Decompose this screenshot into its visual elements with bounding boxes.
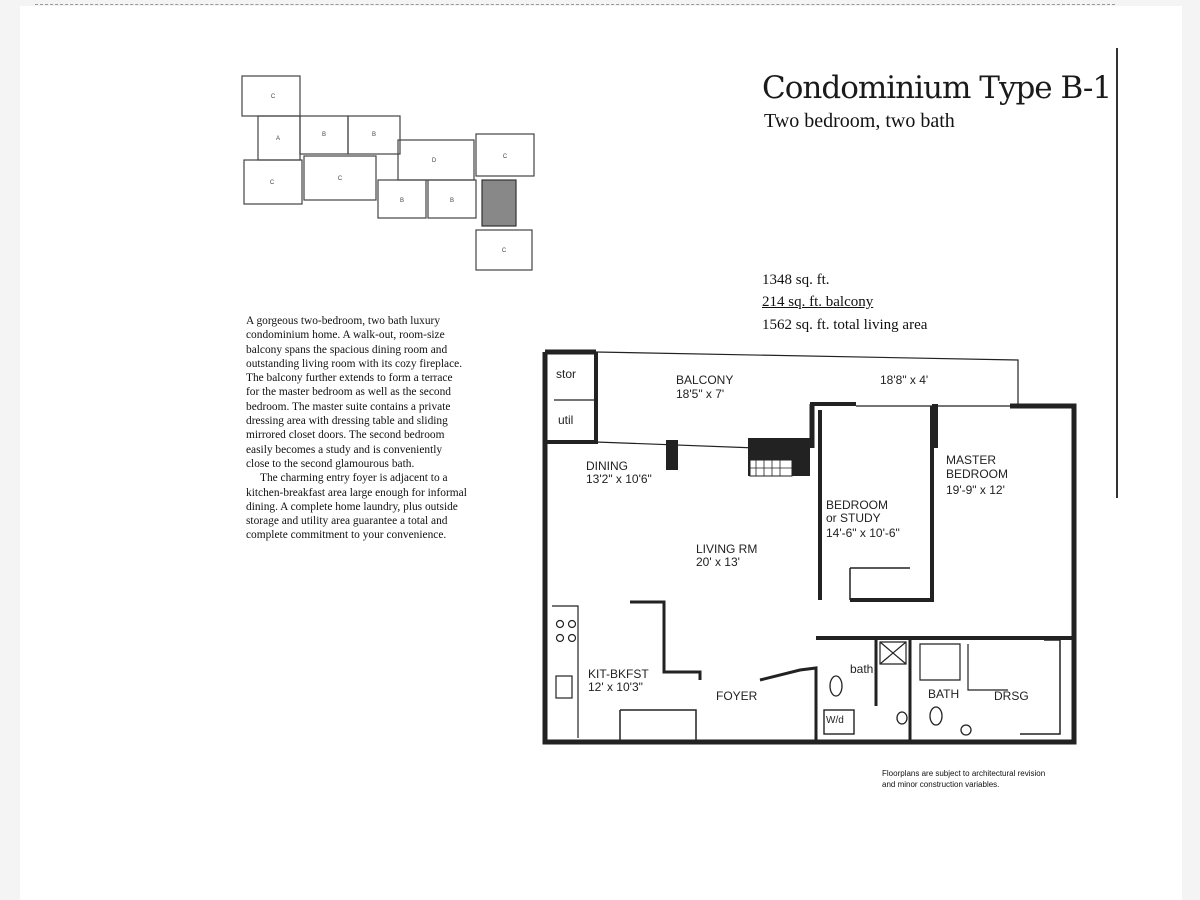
stove-burner (569, 635, 576, 642)
room-label-master-bath: BATH (928, 687, 960, 701)
room-size-bedroom: 14'-6" x 10'-6" (826, 526, 900, 540)
disclaimer-line: Floorplans are subject to architectural revision (882, 769, 1046, 778)
kitchen-counter (620, 710, 696, 740)
keyplan-label: C (269, 180, 275, 186)
stove-burner (569, 621, 576, 628)
room-label-dining: DINING (586, 459, 628, 473)
room-size-living: 20' x 13' (696, 555, 740, 569)
keyplan-label: D (431, 158, 437, 164)
storage-wall (545, 352, 596, 442)
room-label-balcony: BALCONY (676, 373, 734, 387)
room-label-utility: util (558, 413, 574, 427)
description-paragraph: The charming entry foyer is adjacent to a kitchen-breakfast area large enough for informal dining. A complete home laundry, plus outside storage and utility area guarantee a total and complete commitment to your convenience. (246, 472, 467, 542)
area-balcony: 214 sq. ft. balcony (762, 294, 874, 310)
refrigerator (556, 676, 572, 698)
room-label-master-bedroom: BEDROOM (946, 467, 1009, 481)
vanity (968, 644, 1008, 690)
description-paragraph: A gorgeous two-bedroom, two bath luxury condominium home. A walk-out, room-size balcony spans the spacious dining room and outstanding living room with its cozy fireplace. The balcony further extends to form a terrace for the master bedroom as well as the second bedroom. The master suite contains a private dressing area with dressing table and sliding mirrored closet doors. The second bedroom easily becomes a study and is conveniently close to the second glamourous bath. (246, 315, 463, 470)
room-label-washer-dryer: W/d (826, 715, 844, 726)
keyplan-label: B (371, 132, 377, 138)
keyplan-label: C (501, 248, 507, 254)
area-interior: 1348 sq. ft. (762, 272, 830, 288)
toilet (830, 676, 842, 696)
disclaimer-line: and minor construction variables. (882, 780, 1000, 789)
room-size-kitchen: 12' x 10'3" (588, 680, 643, 694)
room-label-storage: stor (556, 367, 577, 381)
area-total: 1562 sq. ft. total living area (762, 317, 928, 333)
room-size-master: 19'-9" x 12' (946, 483, 1005, 497)
closet (850, 568, 910, 600)
room-label-living: LIVING RM (696, 542, 758, 556)
description (246, 314, 468, 543)
room-label-bedroom: BEDROOM (826, 498, 889, 512)
room-size-dining: 13'2" x 10'6" (586, 472, 652, 486)
kitchen-counter (552, 606, 578, 738)
bathtub (920, 644, 960, 680)
room-label-bath: bath (850, 662, 874, 676)
room-size-terrace: 18'8" x 4' (880, 373, 929, 387)
page-title: Condominium Type B-1 (762, 70, 1112, 106)
room-label-kitchen: KIT-BKFST (588, 667, 649, 681)
room-label-dressing: DRSG (994, 689, 1029, 703)
room-label-master: MASTER (946, 453, 997, 467)
keyplan-label: B (321, 132, 327, 138)
keyplan-label: A (275, 136, 281, 142)
column (932, 404, 938, 448)
keyplan-label: B (449, 198, 455, 204)
room-size-balcony: 18'5" x 7' (676, 387, 725, 401)
column (666, 440, 678, 470)
keyplan-label: C (502, 154, 508, 160)
shower (880, 642, 906, 664)
room-label-study: or STUDY (826, 511, 881, 525)
keyplan-label: C (270, 94, 276, 100)
sink (961, 725, 971, 735)
keyplan-label: B (399, 198, 405, 204)
page-subtitle: Two bedroom, two bath (764, 110, 955, 132)
disclaimer (882, 768, 1082, 790)
closet (1020, 640, 1060, 734)
stove-burner (557, 635, 564, 642)
room-label-foyer: FOYER (716, 689, 758, 703)
foyer-wall (760, 668, 816, 742)
sink (897, 712, 907, 724)
balcony-railing (596, 352, 1018, 406)
stove-burner (557, 621, 564, 628)
toilet (930, 707, 942, 725)
keyplan-label: C (337, 176, 343, 182)
